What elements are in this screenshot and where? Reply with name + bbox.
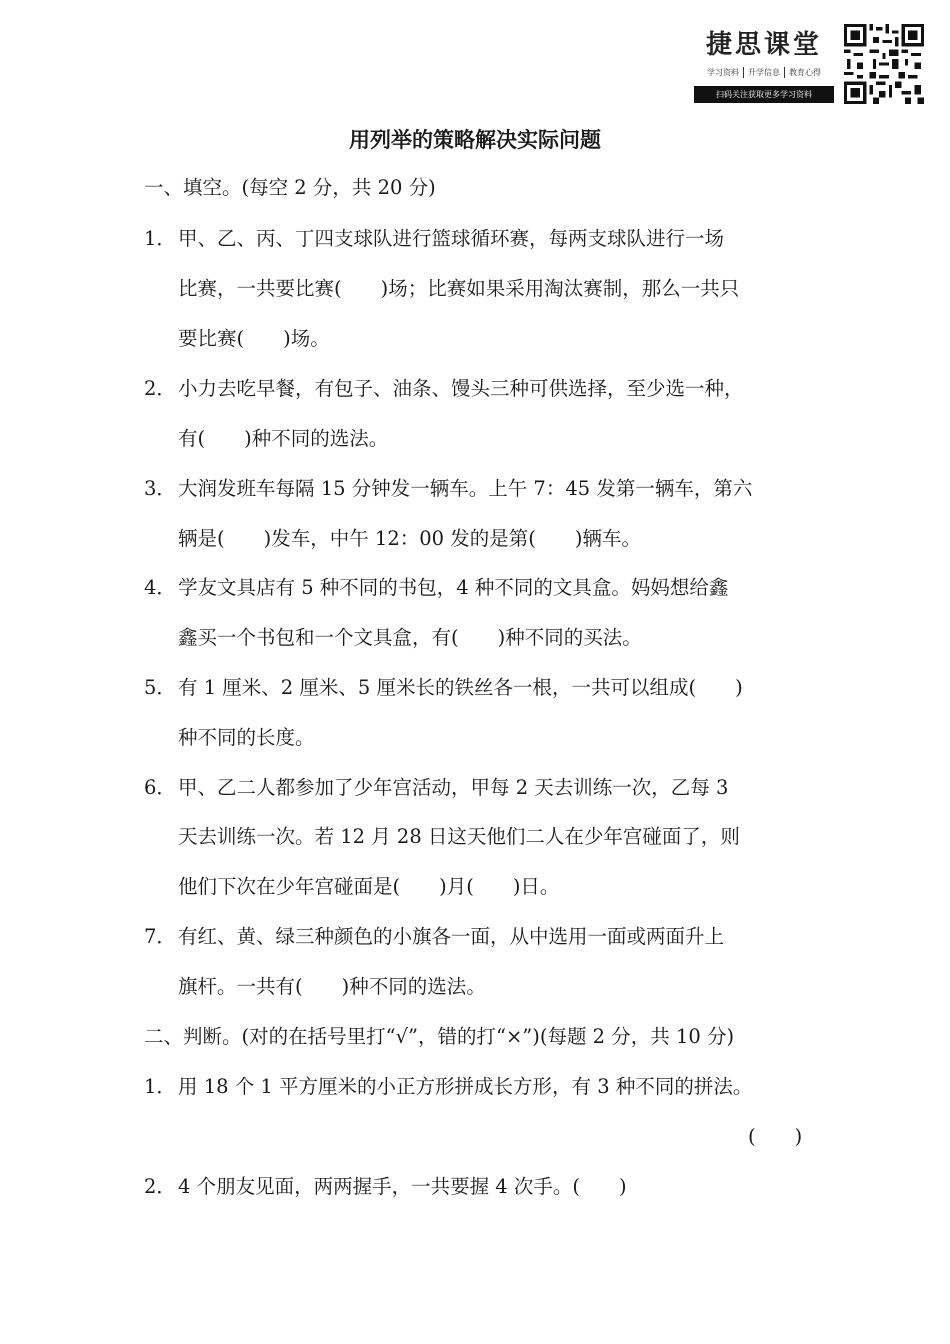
question-line: 7． 有红、黄、绿三种颜色的小旗各一面，从中选用一面或两面升上 [144,922,724,952]
question-line: 1． 用 18 个 1 平方厘米的小正方形拼成长方形，有 3 种不同的拼法。 [144,1072,752,1102]
question-line: 1． 甲、乙、丙、丁四支球队进行篮球循环赛，每两支球队进行一场 [144,224,724,254]
brand-tag: 升学信息 [743,67,784,78]
question-line: 比赛，一共要比赛( )场；比赛如果采用淘汰赛制，那么一共只 [178,277,740,300]
section-heading: 一、填空。(每空 2 分，共 20 分) [144,176,436,199]
brand-tag: 教育心得 [784,67,825,78]
question-line: 2． 4 个朋友见面，两两握手，一共要握 4 次手。( ) [144,1172,627,1202]
question-line: 4． 学友文具店有 5 种不同的书包，4 种不同的文具盒。妈妈想给鑫 [144,573,728,603]
question-number: 3． [144,477,176,500]
answer-blank[interactable]: ( ) [748,1125,803,1148]
question-line: 种不同的长度。 [178,726,315,749]
brand-block [694,24,834,103]
question-number: 2． [144,377,176,400]
question-line: 6． 甲、乙二人都参加了少年宫活动，甲每 2 天去训练一次，乙每 3 [144,773,728,803]
question-line: 旗杆。一共有( )种不同的选法。 [178,975,486,998]
question-line: 他们下次在少年宫碰面是( )月( )日。 [178,875,560,898]
question-line: 有( )种不同的选法。 [178,427,389,450]
section-heading: 二、判断。(对的在括号里打“√”，错的打“×”)(每题 2 分，共 10 分) [144,1025,735,1048]
question-number: 2． [144,1175,176,1198]
question-line: 要比赛( )场。 [178,327,330,350]
brand-bar: 扫码关注获取更多学习资料 [694,86,834,103]
question-line: 3． 大润发班车每隔 15 分钟发一辆车。上午 7：45 发第一辆车，第六 [144,474,752,504]
question-line: 辆是( )发车，中午 12：00 发的是第( )辆车。 [178,527,641,550]
question-line: 鑫买一个书包和一个文具盒，有( )种不同的买法。 [178,626,642,649]
brand-tags [694,67,834,78]
question-number: 5． [144,676,176,699]
question-line: 2． 小力去吃早餐，有包子、油条、馒头三种可供选择，至少选一种， [144,374,744,404]
question-line: 天去训练一次。若 12 月 28 日这天他们二人在少年宫碰面了，则 [178,825,740,848]
question-number: 6． [144,776,176,799]
brand-name: 捷思课堂 [705,30,822,60]
brand-tag: 学习资料 [707,68,739,77]
question-number: 7． [144,925,176,948]
qr-code-icon[interactable] [844,24,924,104]
question-number: 1． [144,227,176,250]
page-title: 用列举的策略解决实际问题 [349,128,601,152]
question-number: 4． [144,576,176,599]
question-line: 5． 有 1 厘米、2 厘米、5 厘米长的铁丝各一根，一共可以组成( ) [144,673,743,703]
question-number: 1． [144,1075,176,1098]
